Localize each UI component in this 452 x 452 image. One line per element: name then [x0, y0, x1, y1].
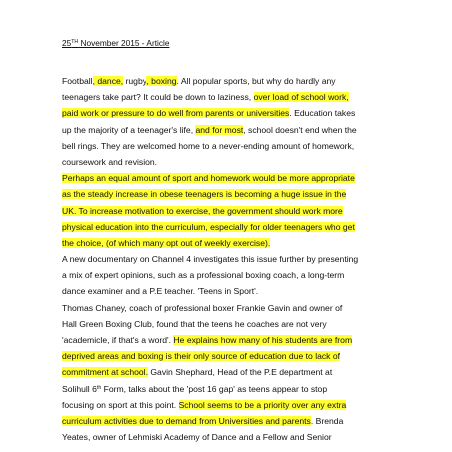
text-segment: coursework and revision.: [62, 156, 158, 167]
highlighted-text: over load of school work,: [253, 92, 349, 103]
highlighted-text: as the steady increase in obese teenagers is becoming a huge issue in the: [62, 189, 347, 200]
highlighted-text: physical education into the curriculum, especially for older teenagers who get: [62, 221, 355, 232]
text-line: [62, 364, 392, 380]
text-segment: teenagers take part? It could be down to laziness,: [62, 92, 254, 103]
text-segment: up the majority of a teenager's life,: [62, 124, 196, 135]
article-body: [62, 73, 392, 445]
highlighted-text: UK. To increase motivation to exercise, the government should work more: [62, 205, 343, 216]
text-line: [62, 89, 392, 105]
text-line: [62, 235, 392, 251]
text-line: [62, 105, 392, 121]
text-segment: Hall Green Boxing Club, found that the teens he coaches are not very: [62, 318, 327, 329]
text-line: [62, 348, 392, 364]
text-line: [62, 381, 392, 397]
text-line: [62, 154, 392, 170]
text-line: [62, 138, 392, 154]
text-segment: a mix of expert opinions, such as a professional boxing coach, a long-term: [62, 270, 345, 281]
text-segment: A new documentary on Channel 4 investigates this issue further by presenting: [62, 254, 359, 265]
text-segment: Football: [62, 76, 93, 86]
text-line: [62, 186, 392, 202]
highlighted-text: curriculum activities due to demand from Universities and parents: [62, 415, 311, 426]
highlighted-text: commitment at school.: [62, 367, 148, 378]
text-line: [62, 203, 392, 219]
text-line: [62, 283, 392, 299]
article-date-heading: [62, 36, 390, 49]
text-segment: rugby: [123, 76, 147, 86]
text-line: [62, 170, 392, 186]
highlighted-text: , dance,: [92, 76, 124, 86]
text-line: [62, 316, 392, 332]
highlighted-text: Perhaps an equal amount of sport and homework would be more appropriate: [62, 173, 355, 184]
text-line: [62, 251, 392, 267]
heading-day-suffix: TH: [71, 39, 79, 45]
heading-rest: November 2015 - Article: [78, 38, 170, 48]
highlighted-text: deprived areas and boxing is their only source of education due to lack of: [62, 351, 341, 362]
text-segment: . Brenda: [310, 415, 344, 426]
text-line: [62, 267, 392, 283]
highlighted-text: and for most: [195, 124, 244, 135]
text-line: [62, 413, 392, 429]
text-segment: Yeates, owner of Lehmiski Academy of Dance and a Fellow and Senior: [62, 432, 332, 443]
text-segment: bell rings. They are welcomed home to a never-ending amount of homework,: [62, 140, 355, 151]
text-line: [62, 397, 392, 413]
highlighted-text: He explains how many of his students are from: [173, 335, 353, 345]
text-line: [62, 73, 392, 89]
text-line: [62, 429, 392, 445]
text-segment: . Education takes: [289, 108, 356, 119]
text-line: [62, 300, 392, 316]
text-segment: Gavin Shephard, Head of the P.E department at: [147, 367, 333, 378]
text-segment: Solihull 6: [62, 383, 97, 394]
text-segment: focusing on sport at this point.: [62, 399, 179, 410]
text-line: [62, 219, 392, 235]
text-line: [62, 332, 392, 348]
heading-day: 25: [62, 38, 72, 48]
text-line: [62, 122, 392, 138]
text-segment: , school doesn't end when the: [243, 124, 357, 135]
superscript-text: th: [96, 384, 102, 391]
text-segment: dance examiner and a P.E teacher. 'Teens in Sport'.: [62, 286, 259, 297]
text-segment: Form, talks about the 'post 16 gap' as teens appear to stop: [101, 383, 328, 394]
text-segment: Thomas Chaney, coach of professional boxer Frankie Gavin and owner of: [62, 302, 343, 313]
text-segment: . All popular sports, but why do hardly any: [176, 76, 336, 86]
highlighted-text: the choice, (of which many opt out of weekly exercise).: [62, 237, 271, 248]
text-segment: 'academicle, if that's a word'.: [62, 335, 174, 345]
highlighted-text: , boxing: [146, 76, 177, 86]
highlighted-text: paid work or pressure to do well from parents or universities: [62, 108, 290, 119]
highlighted-text: School seems to be a priority over any extra: [178, 399, 347, 410]
